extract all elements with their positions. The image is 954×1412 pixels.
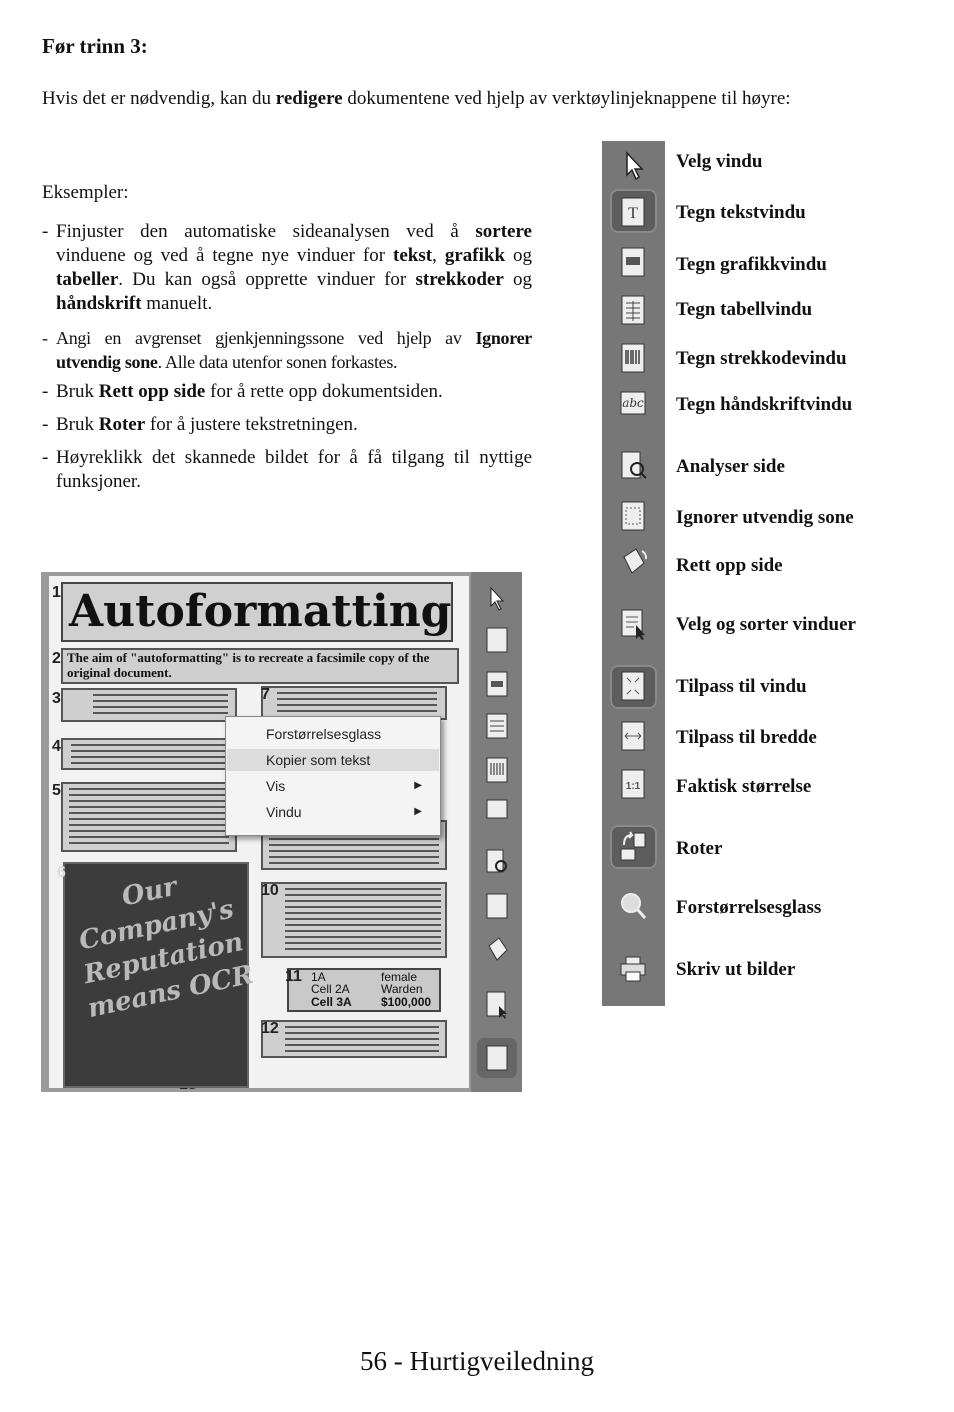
zone-number: 3: [52, 690, 61, 707]
toolbar-label-tegn-handskriftvindu: Tegn håndskriftvindu: [676, 394, 853, 415]
scanned-logo-image: [63, 862, 257, 1088]
text-zone: [261, 1020, 447, 1058]
cursor-icon[interactable]: [485, 586, 509, 612]
deskew-icon[interactable]: [618, 545, 648, 579]
graphics-window-icon[interactable]: [618, 245, 648, 279]
table-cell: Cell 3A: [311, 995, 352, 1009]
toolbar-label-forstorrelsesglass: Forstørrelsesglass: [676, 897, 822, 918]
zone-number: 1: [52, 584, 61, 601]
examples-title: Eksempler:: [42, 182, 129, 203]
analyze-page-icon[interactable]: [485, 848, 509, 876]
toolbar-label-analyser-side: Analyser side: [676, 456, 785, 477]
toolbar-label-velg-og-sorter-vinduer: Velg og sorter vinduer: [676, 614, 856, 635]
barcode-window-icon[interactable]: [618, 341, 648, 375]
logo-text: Our Company's Reputation means OCR: [76, 871, 257, 1025]
example-bullet-1: - Finjuster den automatiske sideanalysen ved å sortere vinduene og ved å tegne nye vinduer for tekst, grafikk og tabeller. Du kan også opprette vinduer for strekkoder og håndskrift manuelt.: [42, 221, 533, 314]
svg-text:1:1: 1:1: [625, 781, 641, 792]
text-zone: [261, 882, 447, 958]
scanned-table-zone: [287, 968, 441, 1012]
zone-number: 7: [261, 686, 270, 703]
zone-number: 5: [52, 782, 61, 799]
toolbar-label-skriv-ut-bilder: Skriv ut bilder: [676, 959, 796, 980]
toolbar-illustration: [602, 141, 665, 1006]
text-zone: [61, 782, 237, 852]
example-bullet-2: - Angi en avgrenset gjenkjenningssone ved hjelp av Ignorer utvendig sone. Alle data utenfor sonen forkastes.: [42, 328, 532, 372]
intro-paragraph: Hvis det er nødvendig, kan du redigere dokumentene ved hjelp av verktøylinjeknappene til høyre:: [42, 88, 791, 109]
toolbar-label-tegn-strekkodevindu: Tegn strekkodevindu: [676, 348, 847, 369]
handwriting-window-icon[interactable]: [485, 796, 509, 824]
print-icon[interactable]: [618, 951, 648, 985]
toolbar-label-tegn-grafikkvindu: Tegn grafikkvindu: [676, 254, 827, 275]
zone-number: 4: [52, 738, 61, 755]
screenshot-illustration: [41, 572, 522, 1092]
zone-number: 10: [261, 882, 279, 899]
zone-number: 6: [57, 864, 66, 881]
toolbar-label-tegn-tekstvindu: Tegn tekstvindu: [676, 202, 806, 223]
submenu-arrow-icon: ▶: [414, 806, 422, 817]
menu-item-copy-as-text[interactable]: Kopier som tekst: [227, 749, 439, 771]
context-menu: [225, 716, 441, 836]
table-window-icon[interactable]: [618, 293, 648, 327]
zone-number: 11: [285, 968, 302, 985]
analyze-page-icon[interactable]: [618, 449, 648, 483]
toolbar-label-rett-opp-side: Rett opp side: [676, 555, 783, 576]
scanned-title-zone: Autoformatting: [61, 582, 453, 642]
text-zone: [261, 686, 447, 720]
sort-windows-icon[interactable]: [485, 990, 509, 1020]
example-bullet-4: - Bruk Roter for å justere tekstretningen.: [42, 414, 358, 435]
toolbar-label-roter: Roter: [676, 838, 723, 859]
scanned-subtitle-zone: The aim of "autoformatting" is to recreate a facsimile copy of the original document.: [61, 648, 459, 684]
magnifier-icon[interactable]: [618, 889, 648, 923]
fit-window-icon[interactable]: [618, 669, 648, 703]
text-zone: [61, 738, 237, 770]
handwriting-window-icon[interactable]: [618, 387, 648, 421]
actual-size-icon[interactable]: [618, 767, 648, 801]
fit-window-icon[interactable]: [485, 1044, 509, 1072]
deskew-icon[interactable]: [485, 936, 509, 964]
svg-text:T: T: [628, 205, 638, 222]
cursor-icon[interactable]: [618, 149, 648, 183]
screenshot-toolbar: [471, 572, 522, 1092]
text-window-icon[interactable]: [485, 626, 509, 654]
menu-item-window[interactable]: Vindu ▶: [266, 801, 436, 823]
toolbar-label-tilpass-til-bredde: Tilpass til bredde: [676, 727, 817, 748]
ignore-zone-icon[interactable]: [485, 892, 509, 920]
toolbar-label-tilpass-til-vindu: Tilpass til vindu: [676, 676, 807, 697]
text-zone: [61, 688, 237, 722]
example-bullet-3: - Bruk Rett opp side for å rette opp dokumentsiden.: [42, 381, 443, 402]
table-cell: Warden: [381, 982, 423, 996]
table-cell: Cell 2A: [311, 982, 350, 996]
ignore-zone-icon[interactable]: [618, 499, 648, 533]
rotate-icon[interactable]: [618, 829, 648, 863]
text-window-icon[interactable]: [618, 195, 648, 229]
toolbar-label-ignorer-utvendig-sone: Ignorer utvendig sone: [676, 507, 854, 528]
table-cell: female: [381, 970, 418, 984]
section-heading: Før trinn 3:: [42, 34, 148, 58]
svg-text:abc: abc: [622, 396, 644, 410]
table-window-icon[interactable]: [485, 712, 509, 740]
table-cell: $100,000: [381, 995, 432, 1009]
menu-item-magnifier[interactable]: Forstørrelsesglass: [266, 726, 382, 742]
toolbar-label-velg-vindu: Velg vindu: [676, 151, 763, 172]
toolbar-label-tegn-tabellvindu: Tegn tabellvindu: [676, 299, 813, 320]
page-footer: 56 - Hurtigveiledning: [360, 1346, 594, 1376]
zone-number: 2: [52, 650, 61, 667]
submenu-arrow-icon: ▶: [414, 780, 422, 791]
sort-windows-icon[interactable]: [618, 607, 648, 641]
zone-number: 12: [261, 1020, 279, 1037]
menu-item-view[interactable]: Vis ▶: [266, 775, 436, 797]
table-cell: 1A: [311, 970, 326, 984]
fit-width-icon[interactable]: [618, 719, 648, 753]
graphics-window-icon[interactable]: [485, 670, 509, 698]
example-bullet-5: - Høyreklikk det skannede bildet for å få tilgang til nyttige funksjoner.: [42, 447, 532, 492]
scanned-page[interactable]: [49, 576, 469, 1088]
toolbar-label-faktisk-storrelse: Faktisk størrelse: [676, 776, 812, 797]
barcode-window-icon[interactable]: [485, 756, 509, 784]
